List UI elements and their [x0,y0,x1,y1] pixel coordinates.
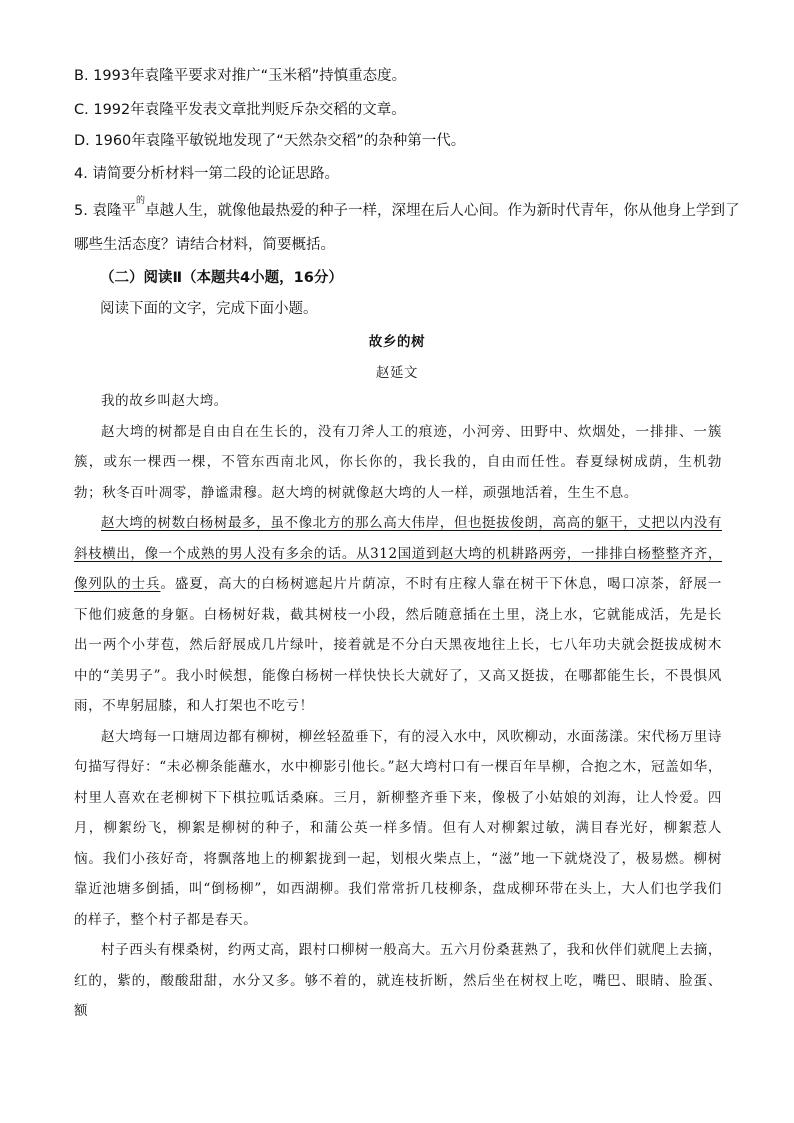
question-4: 4. 请简要分析材料一第二段的论证思路。 [74,166,339,182]
article-title: 故乡的树 [368,334,426,350]
question-5-prefix: 5. 袁隆平 [74,203,136,219]
ruby-annotation: 的 [135,196,145,207]
option-c: C. 1992年袁隆平发表文章批判贬斥杂交稻的文章。 [74,102,406,118]
question-5-ruby [135,196,145,219]
option-b: B. 1993年袁隆平要求对推广“玉米稻”持慎重态度。 [74,68,407,84]
section-heading: （二）阅读Ⅱ（本题共4小题，16分） [100,270,343,286]
paragraph-3-rest: 。盛夏，高大的白杨树遮起片片荫凉，不时有庄稼人靠在树干下休息，喝口凉茶，舒展一下他们疲惫的身躯。白杨树好栽，截其树枝一小段，然后随意插在土里，浇上水，它就能成活，先是长出一两个小芽苞，然后舒展成几片绿叶，接着就是不分白天黑夜地往上长，七八年功夫就会挺拔成树木中的“美男子”。我小时候想，能像白杨树一样快快长大就好了，又高又挺拔，在哪都能生长，不畏惧风雨，不卑躬屈膝，和人打架也不吃亏！ [74,576,722,714]
paragraph-3 [74,508,722,722]
paragraph-2: 赵大塆的树都是自由自在生长的，没有刀斧人工的痕迹，小河旁、田野中、炊烟处，一排排、一簇簇，或东一棵西一棵，不管东西南北风，你长你的，我长我的，自由而任性。春夏绿树成荫，生机勃勃；秋冬百叶凋零，静谧肃穆。赵大塆的树就像赵大塆的人一样，顽强地活着，生生不息。 [74,423,722,501]
paragraph-5: 村子西头有棵桑树，约两丈高，跟村口柳树一般高大。五六月份桑葚熟了，我和伙伴们就爬上去摘，红的，紫的，酸酸甜甜，水分又多。够不着的，就连枝折断，然后坐在树杈上吃，嘴巴、眼睛、脸蛋、额 [74,942,722,1019]
question-5-line-2: 哪些生活态度？请结合材料，简要概括。 [74,237,335,253]
underlined-passage: 赵大塆的树数白杨树最多，虽不像北方的那么高大伟岸，但也挺拔俊朗，高高的躯干，丈把以内没有斜枝横出，像一个成熟的男人没有多余的话。从312国道到赵大塆的机耕路两旁，一排排白杨整整齐齐，像列队的士兵 [74,515,722,592]
question-5-line-1 [74,196,740,220]
article-body [74,386,722,1027]
article-author: 赵延文 [375,365,419,381]
question-5-rest: 卓越人生，就像他最热爱的种子一样，深埋在后人心间。作为新时代青年，你从他身上学到了 [144,203,740,219]
option-d: D. 1960年袁隆平敏锐地发现了“天然杂交稻”的杂种第一代。 [74,133,466,149]
paragraph-4: 赵大塆每一口塘周边都有柳树，柳丝轻盈垂下，有的浸入水中，风吹柳动，水面荡漾。宋代杨万里诗句描写得好：“未必柳条能蘸水，水中柳影引他长。”赵大塆村口有一棵百年旱柳，合抱之木，冠盖如华，村里人喜欢在老柳树下下棋拉呱话桑麻。三月，新柳整齐垂下来，像极了小姑娘的刘海，让人怜爱。四月，柳絮纷飞，柳絮是柳树的种子，和蒲公英一样多情。但有人对柳絮过敏，满目春光好，柳絮惹人恼。我们小孩好奇，将飘落地上的柳絮拢到一起，划根火柴点上，“滋”地一下就烧没了，极易燃。柳树靠近池塘多倒插，叫“倒杨柳”，如西湖柳。我们常常折几枝柳条，盘成柳环带在头上，大人们也学我们的样子，整个村子都是春天。 [74,728,722,928]
paragraph-1: 我的故乡叫赵大塆。 [101,393,228,409]
section-instruction: 阅读下面的文字，完成下面小题。 [100,301,318,317]
